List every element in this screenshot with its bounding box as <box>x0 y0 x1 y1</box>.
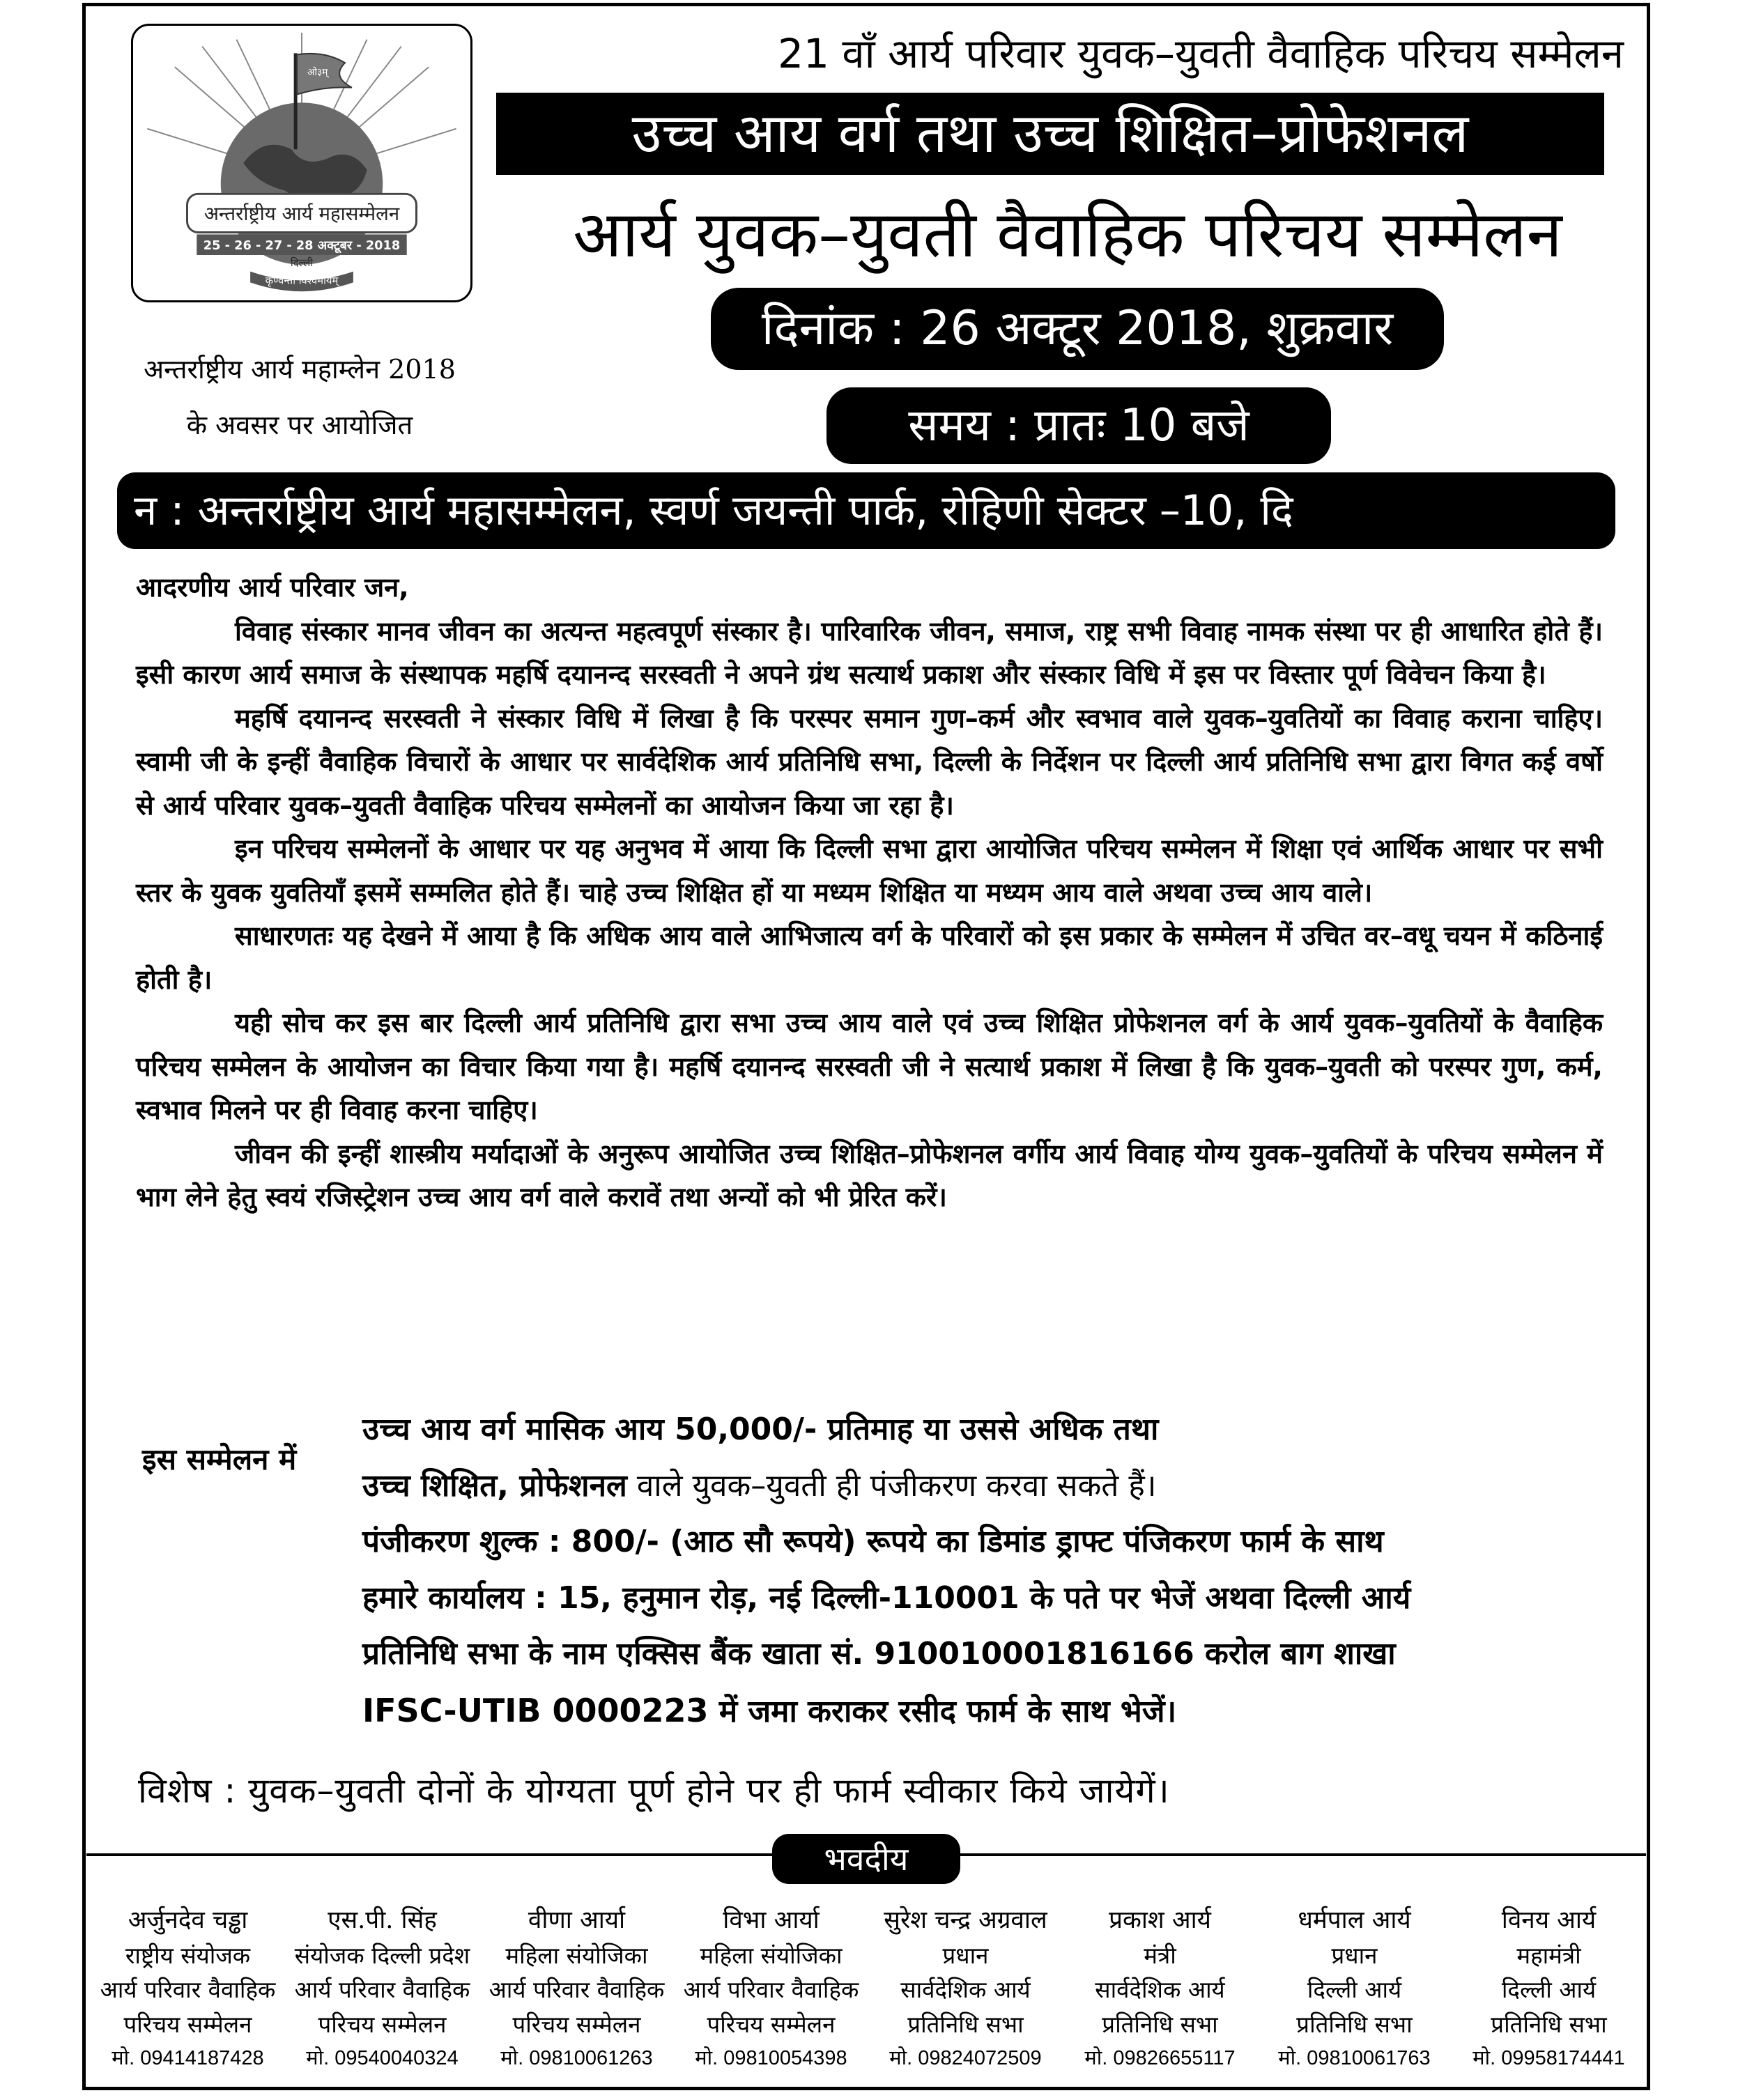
signatory <box>1257 1904 1452 2076</box>
signatory-name: विभा आर्या <box>723 1906 820 1934</box>
venue-banner: न : अन्तर्राष्ट्रीय आर्य महासम्मेलन, स्वर्ण जयन्ती पार्क, रोहिणी सेक्टर –10, दि <box>117 472 1615 549</box>
signatory <box>479 1904 674 2076</box>
signatory-role: प्रतिनिधि सभा <box>1296 2010 1413 2038</box>
signatory-role: आर्य परिवार वैवाहिक <box>683 1976 859 2003</box>
registration-line-4: हमारे कार्यालय : 15, हनुमान रोड़, नई दिल्ली-110001 के पते पर भेजें अथवा दिल्ली आर्य <box>362 1580 1411 1616</box>
registration-line-6-rest: में जमा कराकर रसीद फार्म के साथ भेजें। <box>708 1693 1177 1729</box>
registration-line-1: उच्च आय वर्ग मासिक आय 50,000/- प्रतिमाह या उससे अधिक तथा <box>362 1412 1159 1447</box>
signatory-phone: मो. 09810054398 <box>695 2047 847 2069</box>
edition-heading: 21 वाँ आर्य परिवार युवक–युवती वैवाहिक परिचय सम्मेलन <box>778 30 1624 77</box>
signatories <box>91 1904 1646 2076</box>
signatory-phone: मो. 09824072509 <box>889 2047 1042 2069</box>
paragraph-6: जीवन की इन्हीं शास्त्रीय मर्यादाओं के अनुरूप आयोजित उच्च शिक्षित–प्रोफेशनल वर्गीय आर्य विवाह योग्य युवक–युवतियों के परिचय सम्मेलन में भाग लेने हेतु स्वयं रजिस्ट्रेशन उच्च आय वर्ग वाले करावें तथा अन्यों को भी प्रेरित करें। <box>136 1138 1603 1212</box>
signatory-role: मंत्री <box>1144 1941 1176 1969</box>
signatory-name: प्रकाश आर्य <box>1109 1906 1211 1934</box>
signatory-role: सार्वदेशिक आर्य <box>900 1976 1031 2003</box>
signatory-role: आर्य परिवार वैवाहिक <box>489 1976 665 2003</box>
signatory-role: राष्ट्रीय संयोजक <box>125 1941 251 1969</box>
signatory <box>1063 1904 1257 2076</box>
paragraph-5: यही सोच कर इस बार दिल्ली आर्य प्रतिनिधि द्वारा सभा उच्च आय वाले एवं उच्च शिक्षित प्रोफेशनल वर्ग के आर्य युवक–युवतियों के वैवाहिक परिचय सम्मेलन के आयोजन का विचार किया गया है। महर्षि दयानन्द सरस्वती जी ने सत्यार्थ प्रकाश में लिखा है कि युवक–युवती को परस्पर गुण, कर्म, स्वभाव मिलने पर ही विवाह करना चाहिए। <box>136 1007 1603 1125</box>
salutation: आदरणीय आर्य परिवार जन, <box>136 572 409 603</box>
signatory-name: अर्जुनदेव चड्ढा <box>128 1906 248 1934</box>
logo-motto-text: कृण्वन्तो विश्वमार्यम् <box>265 275 339 287</box>
paragraph-3: इन परिचय सम्मेलनों के आधार पर यह अनुभव में आया कि दिल्ली सभा द्वारा आयोजित परिचय सम्मेलन में शिक्षा एवं आर्थिक आधार पर सभी स्तर के युवक युवतियाँ इसमें सम्मलित होते हैं। चाहे उच्च शिक्षित हों या मध्यम शिक्षित या मध्यम आय वाले अथवा उच्च आय वाले। <box>136 833 1603 908</box>
signatory-phone: मो. 09540040324 <box>306 2047 459 2069</box>
registration-line-2-rest: वाले युवक–युवती ही पंजीकरण करवा सकते हैं। <box>626 1467 1157 1504</box>
signatory-name: धर्मपाल आर्य <box>1298 1906 1411 1934</box>
letter-body <box>136 566 1603 1219</box>
signatory <box>674 1904 868 2076</box>
registration-line-5: प्रतिनिधि सभा के नाम एक्सिस बैंक खाता सं. 910010001816166 करोल बाग शाखा <box>362 1636 1396 1671</box>
ifsc-code: IFSC-UTIB 0000223 <box>362 1691 709 1729</box>
signatory-role: दिल्ली आर्य <box>1501 1976 1597 2003</box>
registration-line-2-bold: उच्च शिक्षित, प्रोफेशनल <box>362 1467 627 1504</box>
paragraph-4: साधारणतः यह देखने में आया है कि अधिक आय वाले आभिजात्य वर्ग के परिवारों को इस प्रकार के सम्मेलन में उचित वर–वधू चयन में कठिनाई होती है। <box>136 920 1603 995</box>
signatory <box>868 1904 1063 2076</box>
page-title: आर्य युवक–युवती वैवाहिक परिचय सम्मेलन <box>573 197 1562 272</box>
signatory-name: एस.पी. सिंह <box>328 1906 437 1934</box>
signatory-phone: मो. 09810061763 <box>1278 2047 1431 2069</box>
signatory-phone: मो. 09414187428 <box>111 2047 264 2069</box>
signatory-role: दिल्ली आर्य <box>1307 1976 1402 2003</box>
date-badge: दिनांक : 26 अक्टूर 2018, शुक्रवार <box>711 288 1444 370</box>
conference-logo <box>131 24 472 302</box>
paragraph-2: महर्षि दयानन्द सरस्वती ने संस्कार विधि में लिखा है कि परस्पर समान गुण–कर्म और स्वभाव वाले युवक–युवतियों का विवाह कराना चाहिए। स्वामी जी के इन्हीं वैवाहिक विचारों के आधार पर सार्वदेशिक आर्य प्रतिनिधि सभा, दिल्ली के निर्देशन पर दिल्ली आर्य प्रतिनिधि सभा द्वारा विगत कई वर्षो से आर्य परिवार युवक–युवती वैवाहिक परिचय सम्मेलनों का आयोजन किया जा रहा है। <box>136 702 1603 821</box>
signatory-role: सार्वदेशिक आर्य <box>1095 1976 1225 2003</box>
time-badge: समय : प्रातः 10 बजे <box>826 387 1331 464</box>
signatory-role: आर्य परिवार वैवाहिक <box>294 1976 470 2003</box>
signatory <box>1452 1904 1646 2076</box>
signatory-role: महिला संयोजिका <box>505 1941 648 1969</box>
signatory-role: प्रधान <box>1331 1941 1378 1969</box>
signatory-name: वीणा आर्या <box>528 1906 626 1934</box>
signatory-role: महामंत्री <box>1516 1941 1581 1969</box>
flag-text: ओ३म् <box>307 66 328 78</box>
logo-caption-line2: के अवसर पर आयोजित <box>186 410 413 440</box>
signatory-role: परिचय सम्मेलन <box>123 2010 252 2038</box>
signatory-name: विनय आर्य <box>1501 1906 1597 1934</box>
signatory-role: परिचय सम्मेलन <box>707 2010 836 2038</box>
signatory-role: प्रधान <box>942 1941 989 1969</box>
signatory-phone: मो. 09826655117 <box>1084 2047 1236 2069</box>
signatory-role: प्रतिनिधि सभा <box>1102 2010 1218 2038</box>
signatory-role: आर्य परिवार वैवाहिक <box>100 1976 276 2003</box>
registration-line-6 <box>362 1683 1617 1740</box>
logo-banner-text: अन्तर्राष्ट्रीय आर्य महासम्मेलन <box>203 201 400 225</box>
paragraph-1: विवाह संस्कार मानव जीवन का अत्यन्त महत्वपूर्ण संस्कार है। पारिवारिक जीवन, समाज, राष्ट्र सभी विवाह नामक संस्था पर ही आधारित होते हैं। इसी कारण आर्य समाज के संस्थापक महर्षि दयानन्द सरस्वती ने अपने ग्रंथ सत्यार्थ प्रकाश और संस्कार विधि में इस पर विस्तार पूर्ण विवेचन किया है। <box>136 615 1603 690</box>
signatory <box>285 1904 479 2076</box>
signatory-role: परिचय सम्मेलन <box>512 2010 641 2038</box>
registration-line-3: पंजीकरण शुल्क : 800/- (आठ सौ रूपये) रूपये का डिमांड ड्राफ्ट पंजिकरण फार्म के साथ <box>362 1524 1384 1559</box>
special-note: विशेष : युवक–युवती दोनों के योग्यता पूर्ण होने पर ही फार्म स्वीकार किये जायेगें। <box>138 1770 1170 1811</box>
signatory-role: संयोजक दिल्ली प्रदेश <box>294 1941 470 1969</box>
logo-caption <box>105 341 495 453</box>
logo-city-text: दिल्ली <box>290 256 314 269</box>
signatory-name: सुरेश चन्द्र अग्रवाल <box>884 1906 1047 1934</box>
globe-emblem-icon <box>133 26 470 300</box>
signatory-role: महिला संयोजिका <box>700 1941 843 1969</box>
logo-dates-text: 25 - 26 - 27 - 28 अक्टूबर - 2018 <box>203 239 401 254</box>
signatory-phone: मो. 09810061263 <box>500 2047 653 2069</box>
logo-caption-line1: अन्तर्राष्ट्रीय आर्य महाम्लेन 2018 <box>144 354 456 385</box>
registration-details <box>362 1402 1617 1740</box>
signatory-phone: मो. 09958174441 <box>1472 2047 1625 2069</box>
signatory-role: परिचय सम्मेलन <box>318 2010 447 2038</box>
signatory <box>91 1904 285 2076</box>
registration-line-2 <box>362 1458 1617 1515</box>
signatory-role: प्रतिनिधि सभा <box>1491 2010 1607 2038</box>
signoff-badge: भवदीय <box>772 1834 960 1884</box>
registration-label: इस सम्मेलन में <box>142 1442 297 1476</box>
title-bar: उच्च आय वर्ग तथा उच्च शिक्षित–प्रोफेशनल <box>496 93 1604 175</box>
signatory-role: प्रतिनिधि सभा <box>907 2010 1024 2038</box>
